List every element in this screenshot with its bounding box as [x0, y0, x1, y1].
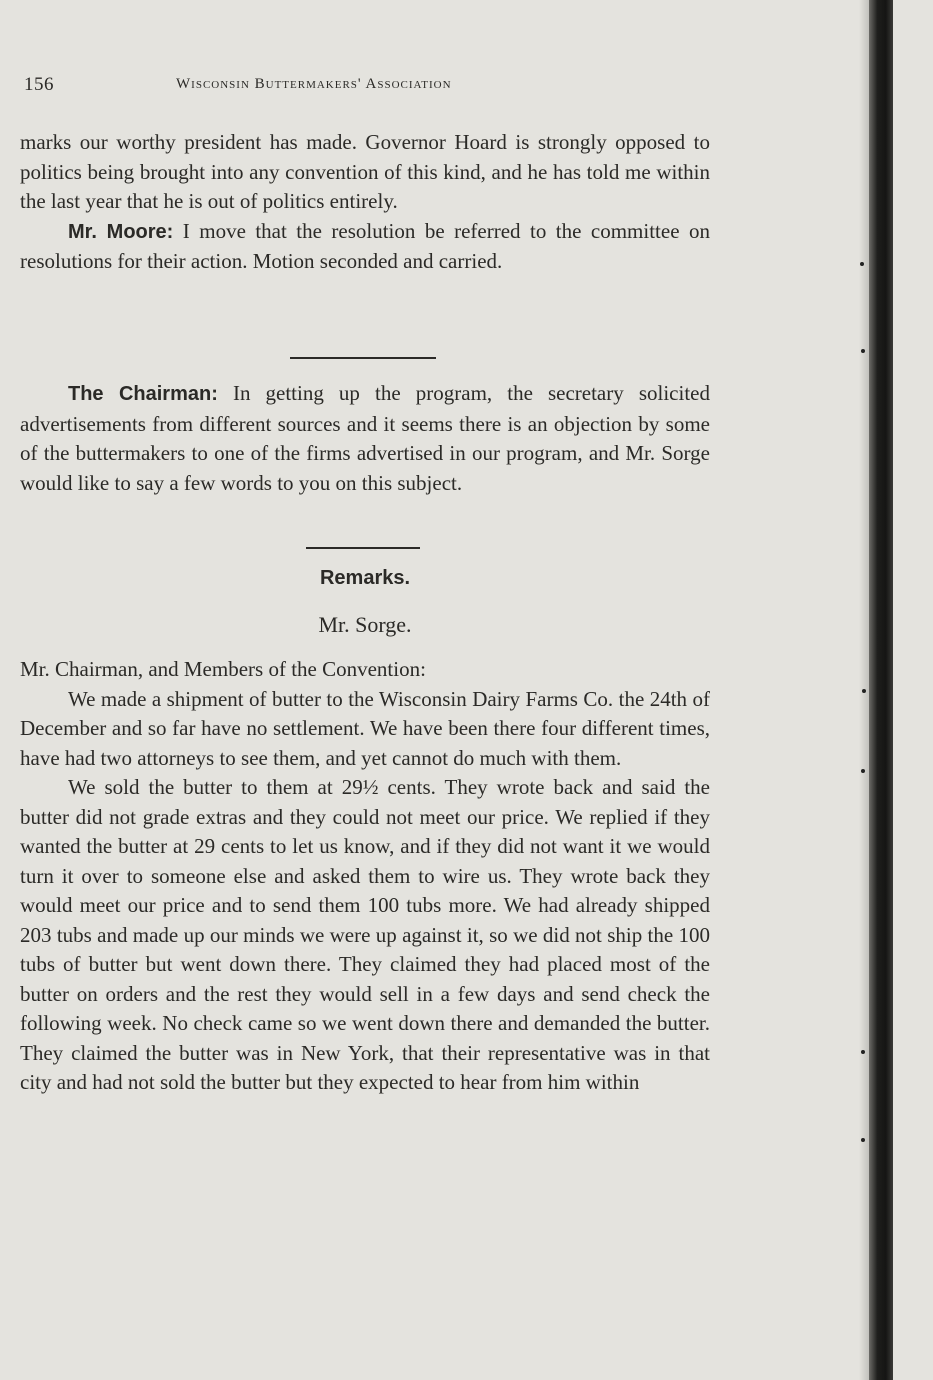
book-page-edge	[869, 0, 893, 1380]
margin-mark	[861, 349, 865, 353]
text-block-1	[20, 128, 710, 277]
paragraph-text: In getting up the program, the secretary solicited advertisements from different sources and it seems there is an objection by some of the buttermakers to one of the firms advertised in our program, and Mr. Sorge would like to say a few words to you on this subject.	[20, 381, 710, 495]
margin-mark	[862, 689, 866, 693]
section-divider	[306, 547, 420, 549]
margin-mark	[861, 769, 865, 773]
margin-mark	[861, 1138, 865, 1142]
remarks-heading: Remarks.	[319, 567, 411, 589]
paragraph: We sold the butter to them at 29½ cents. They wrote back and said the butter did not grade extras and they could not meet our price. We replied if they wanted the butter at 29 cents to let us know, and if they did not want it we would turn it over to someone else and asked them to wire us. They wrote back they would meet our price and to send them 100 tubs more. We had already shipped 203 tubs and made up our minds we were up against it, so we did not ship the 100 tubs of butter but went down there. They claimed they had placed most of the butter on orders and the rest they would sell in a few days and send check the following week. No check came so we went down there and demanded the butter. They claimed the butter was in New York, that their representative was in that city and had not sold the butter but they expected to hear from him within	[20, 775, 710, 1094]
running-head: Wisconsin Buttermakers' Association	[176, 76, 452, 92]
paragraph-chairman	[20, 379, 710, 498]
page-header	[24, 74, 714, 104]
paragraph-moore	[20, 217, 710, 277]
margin-mark	[861, 1050, 865, 1054]
text-block-3	[20, 655, 710, 1098]
page-number: 156	[24, 74, 54, 95]
text-block-2	[20, 379, 710, 498]
salutation: Mr. Chairman, and Members of the Convention:	[20, 657, 426, 681]
speaker-label: Mr. Moore:	[68, 220, 174, 243]
paragraph-text: I move that the resolution be referred to the committee on resolutions for their action. Motion seconded and carried.	[20, 218, 710, 273]
remarks-speaker: Mr. Sorge.	[318, 612, 412, 637]
margin-mark	[860, 262, 864, 266]
paragraph: We made a shipment of butter to the Wisconsin Dairy Farms Co. the 24th of December and so far have no settlement. We have been there four different times, have had two attorneys to see them, and yet cannot do much with them.	[20, 686, 710, 770]
speaker-label: The Chairman:	[68, 383, 218, 405]
section-divider	[290, 357, 436, 359]
paragraph: marks our worthy president has made. Governor Hoard is strongly opposed to politics being brought into any convention of this kind, and he has told me within the last year that he is out of politics entirely.	[20, 130, 710, 213]
